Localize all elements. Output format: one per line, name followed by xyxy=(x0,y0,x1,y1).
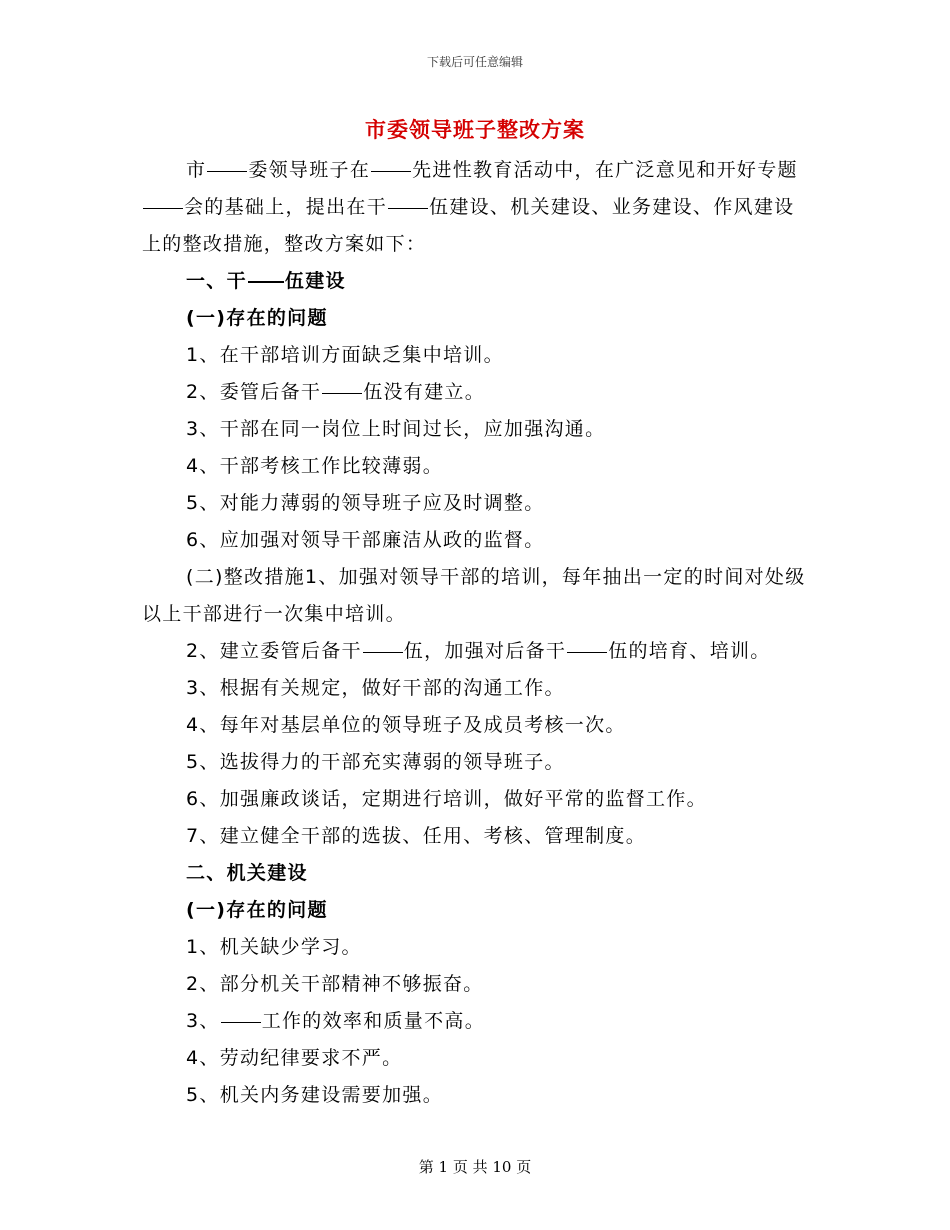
item-text: 伍的培育、培训。 xyxy=(608,640,771,662)
list-item: 2、部分机关干部精神不够振奋。 xyxy=(186,973,484,995)
fill-blank xyxy=(207,170,247,172)
header-note: 下载后可任意编辑 xyxy=(426,55,523,69)
item-text: 3、 xyxy=(186,1010,220,1032)
heading-text: 一、干 xyxy=(186,270,247,292)
list-item: 4、每年对基层单位的领导班子及成员考核一次。 xyxy=(186,714,626,736)
item-text: 伍没有建立。 xyxy=(363,381,486,403)
item-text: 工作的效率和质量不高。 xyxy=(261,1010,486,1032)
page-footer: 第 1 页 共 10 页 xyxy=(418,1158,532,1176)
section1-problems-heading: (一)存在的问题 xyxy=(186,307,328,329)
section1-heading xyxy=(142,263,810,300)
fill-blank xyxy=(322,392,362,394)
list-item: 7、建立健全干部的选拔、任用、考核、管理制度。 xyxy=(186,825,646,847)
intro-text: 市 xyxy=(186,159,207,181)
item-text: 2、委管后备干 xyxy=(186,381,322,403)
document-body xyxy=(142,152,810,1114)
intro-text: 会的基础上，提出在干 xyxy=(184,196,388,218)
section2-heading: 二、机关建设 xyxy=(186,862,308,884)
intro-paragraph xyxy=(142,152,810,263)
list-item: 6、加强廉政谈话，定期进行培训，做好平常的监督工作。 xyxy=(186,788,707,810)
fill-blank xyxy=(221,1021,261,1023)
section2-problems-heading: (一)存在的问题 xyxy=(186,899,328,921)
list-item: 1、在干部培训方面缺乏集中培训。 xyxy=(186,344,504,366)
list-item: 5、对能力薄弱的领导班子应及时调整。 xyxy=(186,492,545,514)
item-text: 2、建立委管后备干 xyxy=(186,640,362,662)
item-text: 伍，加强对后备干 xyxy=(403,640,567,662)
intro-text: 先进性教育活动中，在广泛意见和开好专题 xyxy=(412,159,798,181)
document-title: 市委领导班子整改方案 xyxy=(365,117,585,142)
heading-text: 伍建设 xyxy=(284,270,346,292)
fill-blank xyxy=(248,280,284,283)
fill-blank xyxy=(371,170,411,172)
list-item: 3、干部在同一岗位上时间过长，应加强沟通。 xyxy=(186,418,606,440)
list-item xyxy=(142,633,810,670)
list-item: 5、选拔得力的干部充实薄弱的领导班子。 xyxy=(186,751,565,773)
list-item: 1、机关缺少学习。 xyxy=(186,936,362,958)
measures-intro-paragraph: (二)整改措施1、加强对领导干部的培训，每年抽出一定的时间对处级以上干部进行一次集中培训。 xyxy=(142,566,806,625)
fill-blank xyxy=(567,651,607,653)
list-item xyxy=(142,1003,810,1040)
list-item: 4、劳动纪律要求不严。 xyxy=(186,1047,403,1069)
list-item: 5、机关内务建设需要加强。 xyxy=(186,1084,443,1106)
fill-blank xyxy=(363,651,403,653)
fill-blank xyxy=(388,207,428,209)
fill-blank xyxy=(143,207,183,209)
list-item: 3、根据有关规定，做好干部的沟通工作。 xyxy=(186,677,565,699)
intro-text: 委领导班子在 xyxy=(248,159,371,181)
list-item: 6、应加强对领导干部廉洁从政的监督。 xyxy=(186,529,545,551)
intro-text: 伍建设、机关建设、业务建设、作风建设上的整改措施，整改方案如下： xyxy=(142,196,795,255)
list-item: 4、干部考核工作比较薄弱。 xyxy=(186,455,443,477)
list-item xyxy=(142,374,810,411)
